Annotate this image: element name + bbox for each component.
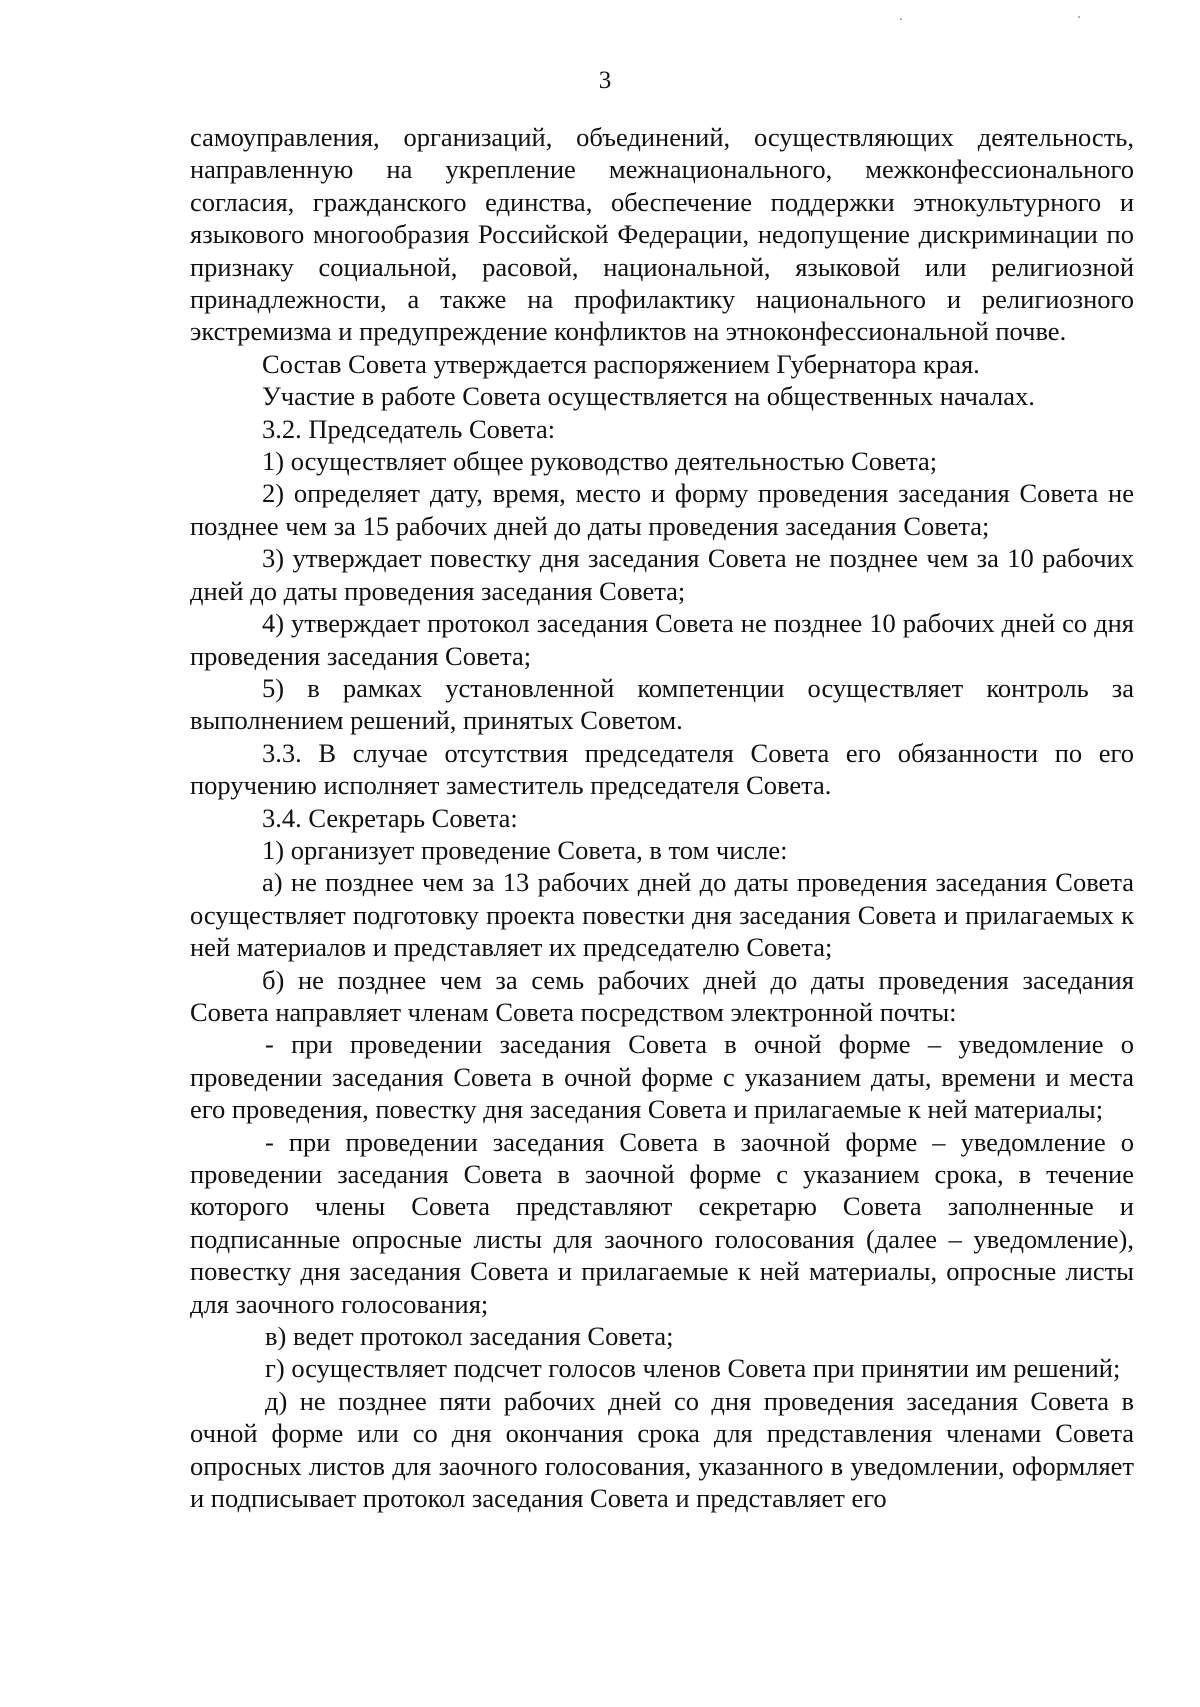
secretary-bullet-in-person: - при проведении заседания Совета в очной форме – уведомление о проведении заседания Совета в очной форме с указанием даты, времени и места его проведения, повестку дня заседания Совета и прилагаемые к ней материалы; xyxy=(190,1029,1134,1125)
scan-speck xyxy=(900,18,902,20)
paragraph-participation: Участие в работе Совета осуществляется на общественных началах. xyxy=(262,381,1035,412)
section-3-3: 3.3. В случае отсутствия председателя Совета его обязанности по его поручению исполняет заместитель председателя Совета. xyxy=(190,737,1134,801)
secretary-subitem-d: д) не позднее пяти рабочих дней со дня проведения заседания Совета в очной форме или со дня окончания срока для представления членами Совета опросных листов для заочного голосования, указанного в уведомлении, оформляет и подписывает протокол заседания Совета и представляет его xyxy=(190,1385,1134,1514)
paragraph-continuation: самоуправления, организаций, объединений, осуществляющих деятельность, направленную на укрепление межнационального, межконфессионального согласия, гражданского единства, обеспечение поддержки этнокультурного и языкового многообразия Российской Федерации, недопущение дискриминации по признаку социальной, расовой, национальной, языковой или религиозной принадлежности, а также на профилактику национального и религиозного экстремизма и предупреждение конфликтов на этноконфессиональной почве. xyxy=(190,122,1134,347)
page-number: 3 xyxy=(598,67,612,94)
secretary-subitem-v: в) ведет протокол заседания Совета; xyxy=(265,1321,674,1352)
secretary-subitem-b: б) не позднее чем за семь рабочих дней до даты проведения заседания Совета направляет членам Совета посредством электронной почты: xyxy=(190,964,1134,1027)
chairman-item-4: 4) утверждает протокол заседания Совета не позднее 10 рабочих дней со дня проведения заседания Совета; xyxy=(190,608,1134,671)
section-3-4-heading: 3.4. Секретарь Совета: xyxy=(262,802,518,833)
paragraph-council-composition: Состав Совета утверждается распоряжением Губернатора края. xyxy=(262,348,980,379)
secretary-subitem-a: а) не позднее чем за 13 рабочих дней до даты проведения заседания Совета осуществляет подготовку проекта повестки дня заседания Совета и прилагаемых к ней материалов и представляет их председателю Совета; xyxy=(190,867,1134,963)
chairman-item-3: 3) утверждает повестку дня заседания Совета не позднее чем за 10 рабочих дней до даты проведения заседания Совета; xyxy=(190,543,1134,606)
chairman-item-2: 2) определяет дату, время, место и форму проведения заседания Совета не позднее чем за 15 рабочих дней до даты проведения заседания Совета; xyxy=(190,478,1134,541)
scan-speck xyxy=(1078,16,1080,18)
secretary-subitem-g: г) осуществляет подсчет голосов членов Совета при принятии им решений; xyxy=(265,1353,1121,1384)
document-body xyxy=(190,121,1134,1514)
secretary-bullet-absentee: - при проведении заседания Совета в заочной форме – уведомление о проведении заседания Совета в заочной форме с указанием срока, в течение которого члены Совета представляют секретарю Совета заполненные и подписанные опросные листы для заочного голосования (далее – уведомление), повестку дня заседания Совета и прилагаемые к ней материалы, опросные листы для заочного голосования; xyxy=(190,1126,1134,1319)
section-3-2-heading: 3.2. Председатель Совета: xyxy=(262,413,556,444)
chairman-item-1: 1) осуществляет общее руководство деятельностью Совета; xyxy=(262,446,938,477)
secretary-item-1: 1) организует проведение Совета, в том числе: xyxy=(262,834,788,865)
chairman-item-5: 5) в рамках установленной компетенции осуществляет контроль за выполнением решений, принятых Советом. xyxy=(190,672,1134,736)
